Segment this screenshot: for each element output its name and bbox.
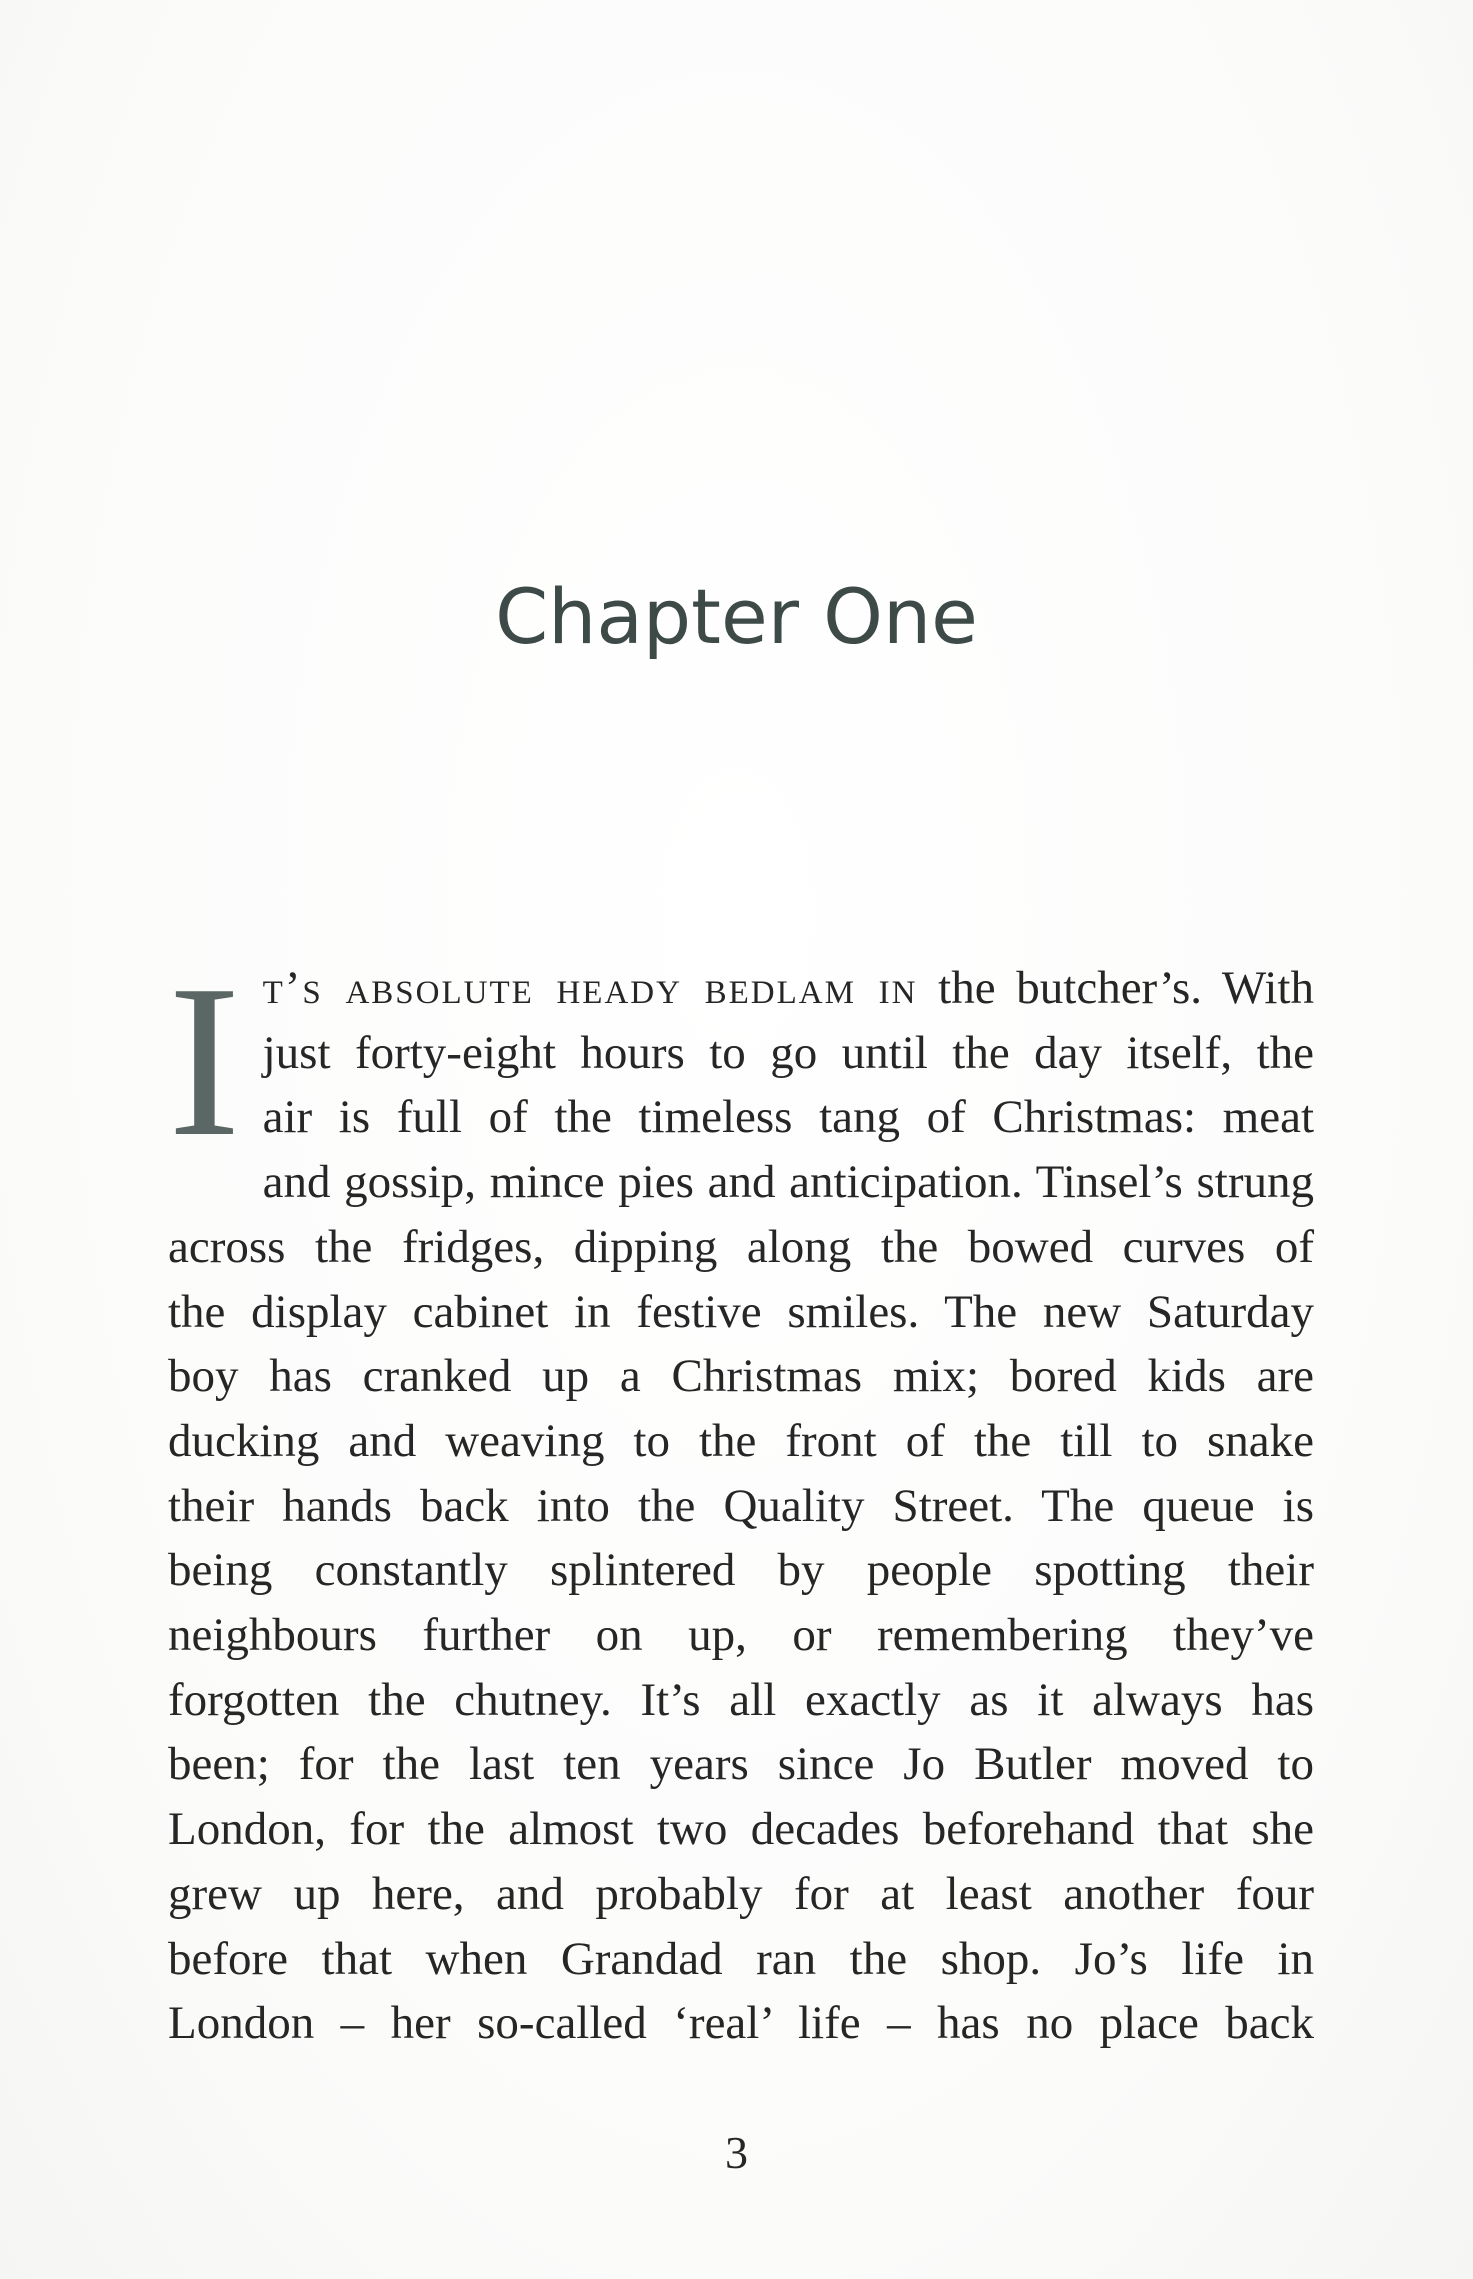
- text-line: boy has cranked up a Christmas mix; bored kids are: [168, 1350, 1314, 1403]
- text-line: ducking and weaving to the front of the till to snake: [168, 1414, 1314, 1467]
- text-line: and gossip, mince pies and anticipation. Tinsel’s strung: [262, 1156, 1314, 1209]
- text-line: neighbours further on up, or remembering they’ve: [168, 1609, 1314, 1662]
- text-line: London, for the almost two decades beforehand that she: [168, 1803, 1314, 1856]
- chapter-title: Chapter One: [495, 571, 978, 661]
- text-line: their hands back into the Quality Street. The queue is: [168, 1479, 1314, 1532]
- text-line: forgotten the chutney. It’s all exactly as it always has: [168, 1673, 1314, 1726]
- text-line: being constantly splintered by people spotting their: [168, 1544, 1314, 1597]
- text-line: air is full of the timeless tang of Christmas: meat: [262, 1091, 1314, 1144]
- drop-cap: I: [168, 941, 241, 1182]
- text-line: grew up here, and probably for at least another four: [168, 1867, 1314, 1920]
- body-paragraph: [168, 941, 1314, 2056]
- text-line: the display cabinet in festive smiles. The new Saturday: [168, 1285, 1314, 1338]
- text-line: London – her so-called ‘real’ life – has no place back: [168, 1997, 1314, 2050]
- text-line: [168, 956, 1314, 1021]
- text-line-rest: the butcher’s. With: [917, 962, 1314, 1014]
- text-line: been; for the last ten years since Jo Butler moved to: [168, 1738, 1314, 1791]
- opening-smallcaps: t’s absolute heady bedlam in: [262, 962, 918, 1014]
- text-line: just forty-eight hours to go until the day itself, the: [262, 1026, 1314, 1079]
- text-line: across the fridges, dipping along the bowed curves of: [168, 1220, 1314, 1273]
- page-number: 3: [725, 2127, 748, 2178]
- text-line: before that when Grandad ran the shop. Jo’s life in: [168, 1932, 1314, 1985]
